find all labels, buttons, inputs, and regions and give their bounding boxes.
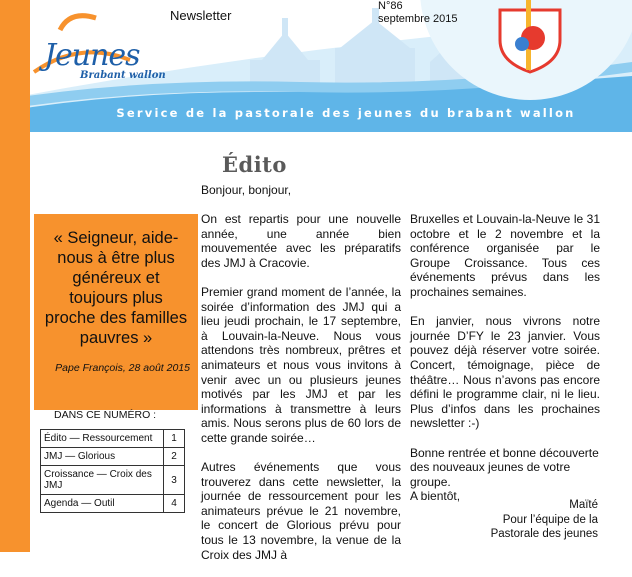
article-title: Édito <box>222 152 287 177</box>
left-accent-bar <box>0 0 30 552</box>
signature-name: Maïté <box>569 499 598 511</box>
paragraph: Bruxelles et Louvain-la-Neuve le 31 octobre et le 2 novembre et la conférence organisée par le Groupe Croissance. Tous ces événements prévus dans les prochaines semaines. <box>410 212 600 299</box>
jmj-logo-icon <box>500 0 560 72</box>
toc-row[interactable] <box>41 448 185 466</box>
toc-page: 3 <box>164 466 185 495</box>
article-column-1 <box>201 212 401 577</box>
paragraph: Premier grand moment de l’année, la soirée d’information des JMJ qui a lieu jeudi prochain, le 17 septembre, à Louvain-la-Neuve. Nous vous attendons très nombreux, prêtres et animateurs et nous vous invitons à venir avec un ou plusieurs jeunes motivés par les JMJ et par les informations à transmettre à leurs amis. Nous serons plus de 60 lors de cette grande soirée… <box>201 284 401 445</box>
greeting: Bonjour, bonjour, <box>201 183 292 197</box>
signature-line: Pastorale des jeunes <box>490 528 598 541</box>
newsletter-label: Newsletter <box>170 8 232 23</box>
toc-table <box>40 429 185 513</box>
toc-label: Édito — Ressourcement <box>41 430 164 448</box>
toc-row[interactable] <box>41 430 185 448</box>
newsletter-header <box>0 0 632 132</box>
quote-box <box>34 214 198 410</box>
logo-subtitle: Brabant wallon <box>80 70 166 81</box>
article-column-2 <box>410 212 600 518</box>
paragraph: Bonne rentrée et bonne découverte des nouveaux jeunes de votre groupe. A bientôt, <box>410 445 599 504</box>
paragraph: En janvier, nous vivrons notre journée D’FY le 23 janvier. Vous pouvez déjà réserver votre soirée. Concert, témoignage, pièce de théâtre… Nous n’avons pas encore défini le programme clair, ni le lieu. Plus d’infos dans les prochaines newsletter :-) <box>410 314 600 431</box>
toc-label: JMJ — Glorious <box>41 448 164 466</box>
logo-word: Jeunes <box>44 38 140 73</box>
logo-wordmark <box>44 38 140 73</box>
quote-author: Pape François, 28 août 2015 <box>55 362 190 374</box>
issue-date: septembre 2015 <box>378 13 458 25</box>
banner-title: Service de la pastorale des jeunes du brabant wallon <box>116 106 576 120</box>
toc-heading: DANS CE NUMÉRO : <box>54 409 157 421</box>
toc-label: Agenda — Outil <box>41 495 164 513</box>
toc-page: 1 <box>164 430 185 448</box>
toc-page: 2 <box>164 448 185 466</box>
paragraph: Autres événements que vous trouverez dans cette newsletter, la journée de ressourcement pour les animateurs prévue le 21 novembre, le concert de Glorious prévu pour tous le 13 novembre, la venue de la Croix des JMJ à <box>201 460 401 562</box>
signature <box>440 498 598 542</box>
paragraph: On est repartis pour une nouvelle année, une année bien mouvementée avec les préparatifs des JMJ à Cracovie. <box>201 212 401 270</box>
quote-text: « Seigneur, aide-nous à être plus généreux et toujours plus proche des familles pauvres » <box>44 229 188 347</box>
toc-row[interactable] <box>41 466 185 495</box>
issue-number: N°86 <box>378 0 403 12</box>
toc-row[interactable] <box>41 495 185 513</box>
signature-line: Pour l’équipe de la <box>502 513 598 526</box>
toc-page: 4 <box>164 495 185 513</box>
toc-label: Croissance — Croix des JMJ <box>41 466 164 495</box>
